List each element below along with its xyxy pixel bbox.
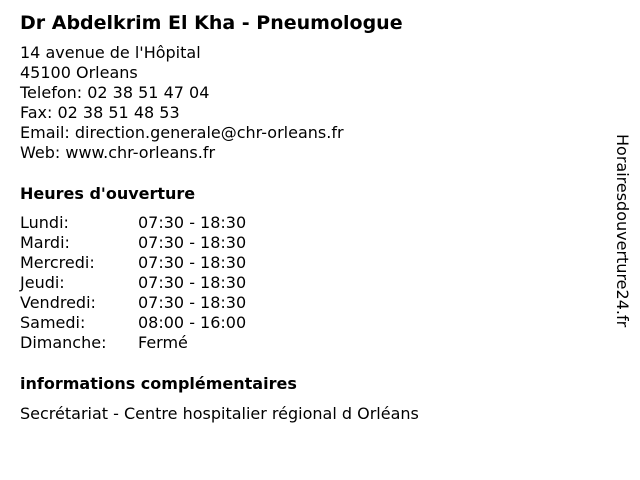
hours-time: Fermé: [138, 333, 188, 352]
hours-day: Mardi:: [20, 233, 70, 252]
hours-table: [20, 213, 246, 353]
hours-day: Mercredi:: [20, 253, 95, 272]
hours-row-monday: [20, 213, 246, 233]
hours-row-friday: [20, 293, 246, 313]
hours-time: 07:30 - 18:30: [138, 233, 247, 252]
page-title: Dr Abdelkrim El Kha - Pneumologue: [20, 12, 403, 34]
contact-block: [20, 43, 344, 163]
web-line: Web: www.chr-orleans.fr: [20, 143, 216, 162]
hours-time: 07:30 - 18:30: [138, 253, 247, 272]
info-text: Secrétariat - Centre hospitalier régional d Orléans: [20, 404, 419, 423]
hours-day: Lundi:: [20, 213, 69, 232]
fax-line: Fax: 02 38 51 48 53: [20, 103, 180, 122]
email-line: Email: direction.generale@chr-orleans.fr: [20, 123, 344, 142]
hours-row-thursday: [20, 273, 246, 293]
hours-day: Samedi:: [20, 313, 86, 332]
hours-day: Dimanche:: [20, 333, 107, 352]
hours-row-sunday: [20, 333, 246, 353]
address-street: 14 avenue de l'Hôpital: [20, 43, 201, 62]
hours-heading: Heures d'ouverture: [20, 184, 196, 203]
hours-time: 08:00 - 16:00: [138, 313, 247, 332]
hours-row-saturday: [20, 313, 246, 333]
phone-line: Telefon: 02 38 51 47 04: [20, 83, 210, 102]
hours-time: 07:30 - 18:30: [138, 293, 247, 312]
hours-time: 07:30 - 18:30: [138, 273, 247, 292]
hours-time: 07:30 - 18:30: [138, 213, 247, 232]
hours-day: Vendredi:: [20, 293, 96, 312]
hours-day: Jeudi:: [20, 273, 65, 292]
watermark-label: Horairesdouverture24.fr: [613, 134, 632, 328]
hours-row-wednesday: [20, 253, 246, 273]
info-heading: informations complémentaires: [20, 374, 297, 393]
address-city: 45100 Orleans: [20, 63, 138, 82]
hours-row-tuesday: [20, 233, 246, 253]
